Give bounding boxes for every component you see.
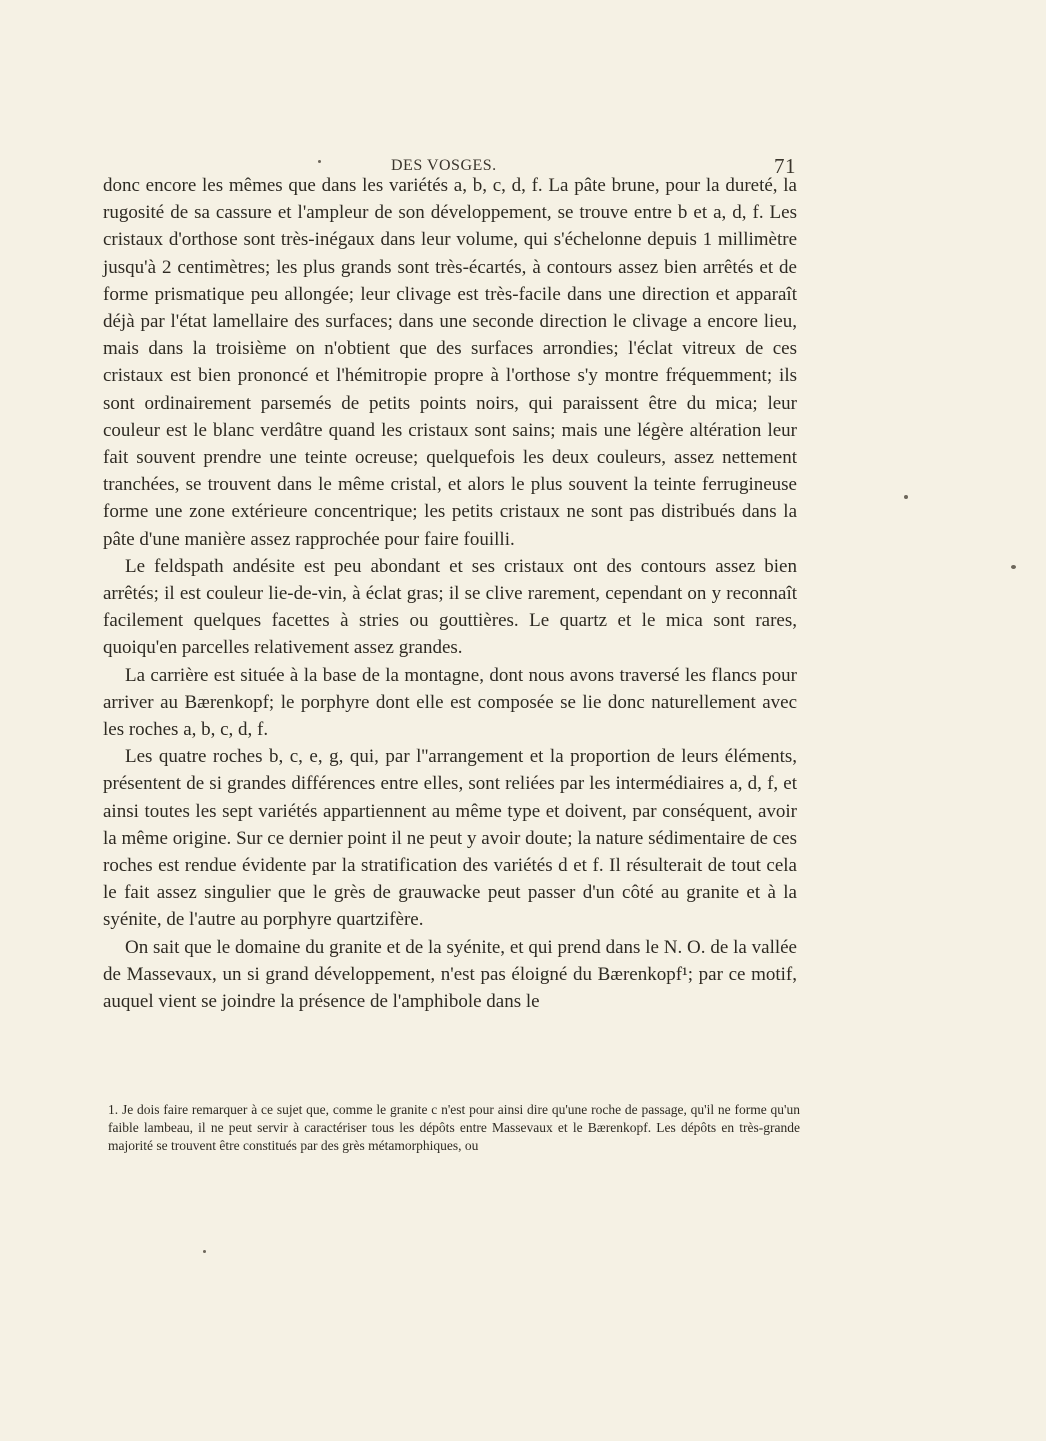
paragraph-granite-syenite: On sait que le domaine du granite et de la syénite, et qui prend dans le N. O. de la vallée de Massevaux, un si grand développement, n'est pas éloigné du Bærenkopf¹; par ce motif, auquel vient se joindre la présence de l'amphibole dans le	[103, 936, 797, 1013]
print-speck	[203, 1250, 206, 1253]
paragraph-feldspath-andesite: Le feldspath andésite est peu abondant et ses cristaux ont des contours assez bien arrêtés; il est couleur lie-de-vin, à éclat gras; il se clive rarement, cependant on y reconnaît facilement quelques facettes à stries ou gouttières. Le quartz et le mica sont rares, quoiqu'en parcelles relativement assez grandes.	[103, 555, 797, 659]
print-speck	[1011, 565, 1016, 569]
page-number: 71	[774, 154, 796, 178]
footnotes	[108, 1101, 800, 1155]
running-title: DES VOSGES.	[391, 157, 497, 174]
print-speck	[904, 495, 908, 499]
paragraph-quatre-roches: Les quatre roches b, c, e, g, qui, par l''arrangement et la proportion de leurs éléments, présentent de si grandes différences entre elles, sont reliées par les intermédiaires a, d, f, et ainsi toutes les sept variétés appartiennent au même type et doivent, par conséquent, avoir la même origine. Sur ce dernier point il ne peut y avoir doute; la nature sédimentaire de ces roches est rendue évidente par la stratification des variétés d et f. Il résulterait de tout cela le fait assez singulier que le grès de grauwacke peut passer d'un côté au granite et à la syénite, de l'autre au porphyre quartzifère.	[103, 746, 797, 931]
print-speck	[318, 160, 321, 163]
paragraph-orthose-description: donc encore les mêmes que dans les variétés a, b, c, d, f. La pâte brune, pour la dureté, la rugosité de sa cassure et l'ampleur de son développement, se trouve entre b et a, d, f. Les cristaux d'orthose sont très-inégaux dans leur volume, qui s'échelonne depuis 1 millimètre jusqu'à 2 centimètres; les plus grands sont très-écartés, à contours assez bien arrêtés et de forme prismatique peu allongée; leur clivage est très-facile dans une direction et apparaît déjà par l'état lamellaire des surfaces; dans une seconde direction le clivage a encore lieu, mais dans la troisième on n'obtient que des surfaces arrondies; l'éclat vitreux de ces cristaux est bien prononcé et l'hémitropie propre à l'orthose s'y montre fréquemment; ils sont ordinairement parsemés de petits points noirs, qui paraissent être du mica; leur couleur est le blanc verdâtre quand les cristaux sont sains; mais une légère altération leur fait souvent prendre une teinte ocreuse; quelquefois les deux couleurs, assez nettement tranchées, se trouvent dans le même cristal, et alors le plus souvent la teinte ferrugineuse forme une zone extérieure concentrique; les petits cristaux ne sont pas distribués dans la pâte d'une manière assez rapprochée pour faire fouilli.	[103, 175, 797, 550]
footnote-1: 1. Je dois faire remarquer à ce sujet que, comme le granite c n'est pour ainsi dire qu'une roche de passage, qu'il ne forme qu'un faible lambeau, il ne peut servir à caractériser tous les dépôts entre Massevaux et le Bærenkopf. Les dépôts en très-grande majorité se trouvent être constitués par des grès métamorphiques, ou	[108, 1102, 800, 1153]
paragraph-carriere: La carrière est située à la base de la montagne, dont nous avons traversé les flancs pour arriver au Bærenkopf; le porphyre dont elle est composée se lie donc naturellement avec les roches a, b, c, d, f.	[103, 664, 797, 741]
body-text	[103, 172, 797, 1015]
